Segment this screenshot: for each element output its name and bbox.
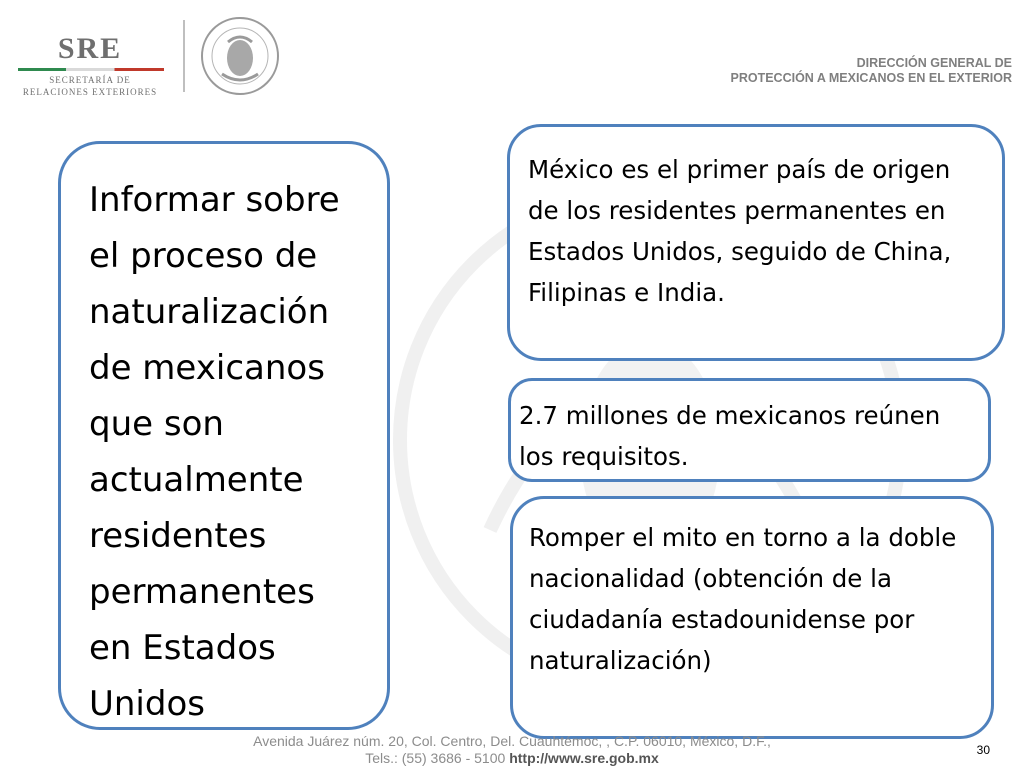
main-objective-box xyxy=(58,141,390,730)
footer-address: Avenida Juárez núm. 20, Col. Centro, Del. Cuauhtémoc, , C.P. 06010, México, D.F., xyxy=(253,733,771,749)
info-box-origin-text: México es el primer país de origen de los residentes permanentes en Estados Unidos, seguido de China, Filipinas e India. xyxy=(528,155,952,307)
header-divider xyxy=(183,20,185,92)
main-objective-text: Informar sobre el proceso de naturalización de mexicanos que son actualmente residentes permanentes en Estados Unidos xyxy=(89,180,340,724)
info-box-myth xyxy=(510,496,994,739)
info-box-eligible xyxy=(508,378,991,482)
header-title xyxy=(730,56,1012,86)
info-box-origin xyxy=(507,124,1005,361)
logo-line-1: SECRETARÍA DE xyxy=(49,75,131,85)
sre-logo xyxy=(10,30,170,100)
footer-contact xyxy=(0,750,1024,767)
page-number: 30 xyxy=(976,743,990,757)
info-box-eligible-text: 2.7 millones de mexicanos reúnen los requisitos. xyxy=(519,401,941,471)
footer-url-link[interactable]: http://www.sre.gob.mx xyxy=(509,750,659,766)
info-box-myth-text: Romper el mito en torno a la doble nacionalidad (obtención de la ciudadanía estadounidense por naturalización) xyxy=(529,523,957,675)
logo-text xyxy=(10,74,170,98)
header-title-line-1: DIRECCIÓN GENERAL DE xyxy=(856,56,1012,70)
national-seal-icon xyxy=(198,14,282,98)
logo-abbreviation: SRE xyxy=(57,32,123,65)
footer-phone: Tels.: (55) 3686 - 5100 xyxy=(365,750,506,766)
footer xyxy=(0,733,1024,767)
header-title-line-2: PROTECCIÓN A MEXICANOS EN EL EXTERIOR xyxy=(730,71,1012,85)
logo-tricolor-line xyxy=(18,68,164,71)
logo-line-2: RELACIONES EXTERIORES xyxy=(22,87,158,97)
